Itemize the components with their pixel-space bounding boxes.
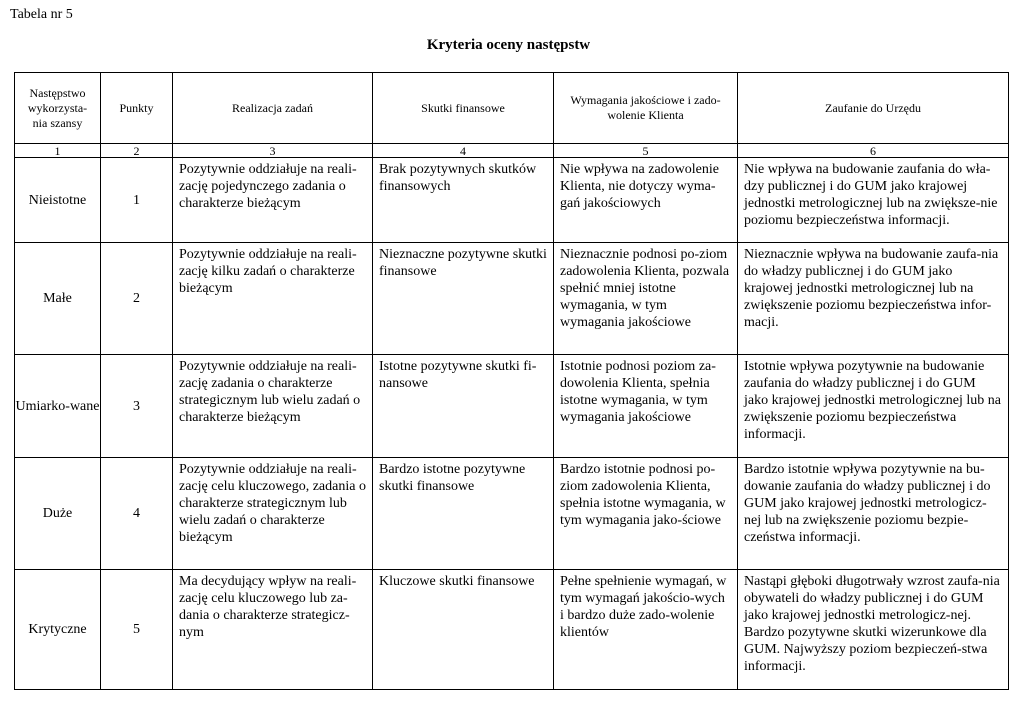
tasks-cell: Pozytywnie oddziałuje na reali-zację pojedynczego zadania o charakterze bieżącym (173, 158, 373, 243)
trust-cell: Istotnie wpływa pozytywnie na budowanie zaufania do władzy publicznej i do GUM jako krajowej jednostki metrologicznej lub na zwiększenie poziomu bezpieczeństwa informacji. (738, 355, 1009, 458)
tasks-cell: Pozytywnie oddziałuje na reali-zację celu kluczowego, zadania o charakterze strategicznym lub wielu zadań o charakterze bieżącym (173, 458, 373, 570)
header-cell: Następstwo wykorzysta-nia szansy (15, 73, 101, 144)
criteria-table (14, 72, 1009, 690)
table-title: Kryteria oceny następstw (426, 37, 591, 53)
column-number-row (15, 144, 1009, 158)
level-cell: Krytyczne (15, 570, 101, 690)
quality-cell: Nie wpływa na zadowolenie Klienta, nie dotyczy wyma-gań jakościowych (554, 158, 738, 243)
points-cell: 1 (101, 158, 173, 243)
finance-cell: Nieznaczne pozytywne skutki finansowe (373, 243, 554, 355)
points-cell: 5 (101, 570, 173, 690)
points-cell: 3 (101, 355, 173, 458)
level-cell: Duże (15, 458, 101, 570)
trust-cell: Nastąpi głęboki długotrwały wzrost zaufa-nia obywateli do władzy publicznej i do GUM jako krajowej jednostki metrologicz-nej. Bardzo pozytywne skutki wizerunkowe dla GUM. Najwyższy poziom bezpieczeń-stwa informacji. (738, 570, 1009, 690)
quality-cell: Istotnie podnosi poziom za-dowolenia Klienta, spełnia istotne wymagania, w tym wymagania jakościowe (554, 355, 738, 458)
quality-cell: Nieznacznie podnosi po-ziom zadowolenia Klienta, pozwala spełnić mniej istotne wymagania, w tym wymagania jakościowe (554, 243, 738, 355)
table-row (15, 355, 1009, 458)
quality-cell: Pełne spełnienie wymagań, w tym wymagań jakościo-wych i bardzo duże zado-wolenie klientów (554, 570, 738, 690)
column-number: 4 (373, 144, 554, 158)
column-number: 5 (554, 144, 738, 158)
trust-cell: Nie wpływa na budowanie zaufania do wła-dzy publicznej i do GUM jako krajowej jednostki metrologicznej lub na zwiększe-nie poziomu bezpieczeństwa informacji. (738, 158, 1009, 243)
finance-cell: Istotne pozytywne skutki fi-nansowe (373, 355, 554, 458)
header-cell: Realizacja zadań (173, 73, 373, 144)
column-number: 2 (101, 144, 173, 158)
table-row (15, 158, 1009, 243)
tasks-cell: Pozytywnie oddziałuje na reali-zację zadania o charakterze strategicznym lub wielu zadań o charakterze bieżącym (173, 355, 373, 458)
level-cell: Umiarko-wane (15, 355, 101, 458)
finance-cell: Bardzo istotne pozytywne skutki finansowe (373, 458, 554, 570)
tasks-cell: Ma decydujący wpływ na reali-zację celu kluczowego lub za-dania o charakterze strategicz-nym (173, 570, 373, 690)
finance-cell: Brak pozytywnych skutków finansowych (373, 158, 554, 243)
table-row (15, 570, 1009, 690)
quality-cell: Bardzo istotnie podnosi po-ziom zadowolenia Klienta, spełnia istotne wymagania, w tym wymagania jako-ściowe (554, 458, 738, 570)
table-number-label: Tabela nr 5 (10, 7, 73, 22)
finance-cell: Kluczowe skutki finansowe (373, 570, 554, 690)
column-number: 1 (15, 144, 101, 158)
trust-cell: Nieznacznie wpływa na budowanie zaufa-nia do władzy publicznej i do GUM jako krajowej jednostki metrologicznej lub na zwiększenie poziomu bezpieczeństwa infor-macji. (738, 243, 1009, 355)
header-cell: Wymagania jakościowe i zado-wolenie Klienta (554, 73, 738, 144)
header-cell: Punkty (101, 73, 173, 144)
level-cell: Nieistotne (15, 158, 101, 243)
trust-cell: Bardzo istotnie wpływa pozytywnie na bu-dowanie zaufania do władzy publicznej i do GUM jako krajowej jednostki metrologicz-nej lub na zwiększenie poziomu bezpie-czeństwa informacji. (738, 458, 1009, 570)
column-number: 3 (173, 144, 373, 158)
tasks-cell: Pozytywnie oddziałuje na reali-zację kilku zadań o charakterze bieżącym (173, 243, 373, 355)
table-row (15, 243, 1009, 355)
column-number: 6 (738, 144, 1009, 158)
header-cell: Zaufanie do Urzędu (738, 73, 1009, 144)
header-row (15, 73, 1009, 144)
points-cell: 2 (101, 243, 173, 355)
points-cell: 4 (101, 458, 173, 570)
level-cell: Małe (15, 243, 101, 355)
header-cell: Skutki finansowe (373, 73, 554, 144)
table-row (15, 458, 1009, 570)
